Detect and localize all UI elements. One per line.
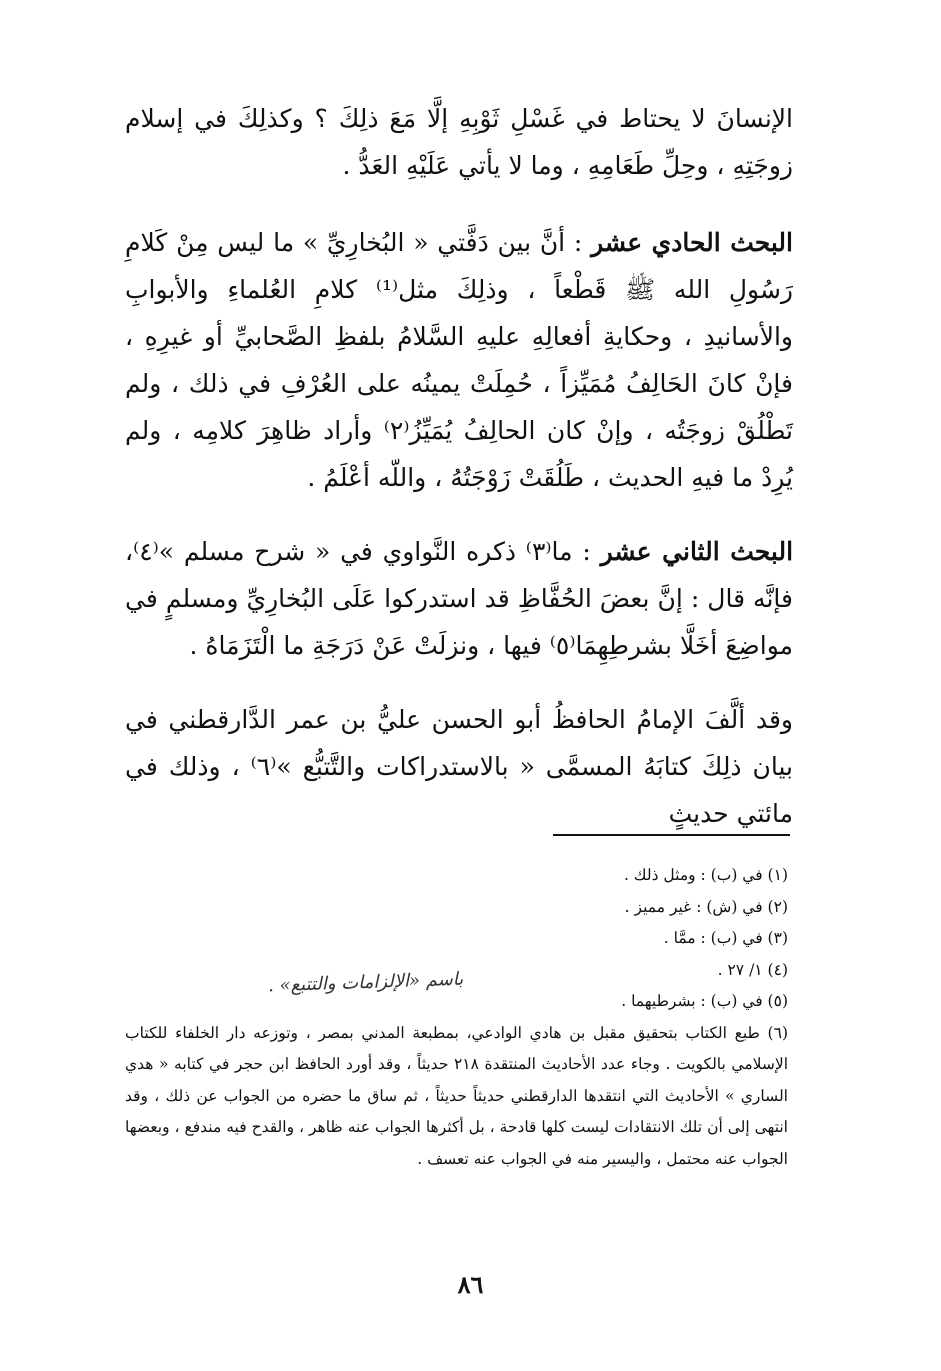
footnote-5: (٥) في (ب) : بشرطيهما . [621,992,788,1010]
section-heading-12: البحث الثاني عشر [600,537,794,566]
paragraph-3 [125,528,793,669]
footnote-separator [553,834,790,836]
paragraph-3-text: : ما⁽٣⁾ ذكره النَّواوي في « شرح مسلم »⁽٤⁾، فإنَّه قال : إنَّ بعضَ الحُفَّاظِ قد استدركوا عَلَى البُخارِيِّ ومسلمٍ في مواضِعَ أخَلَّا بشرطِهِمَا⁽٥⁾ فيها ، ونزلَتْ عَنْ دَرَجَةِ ما الْتَزَمَاهُ . [125,537,793,660]
paragraph-4: وقد ألَّفَ الإمامُ الحافظُ أبو الحسن عليُّ بن عمر الدَّارقطني في بيان ذلِكَ كتابَهُ المسمَّى « بالاستدراكات والتَّتبُّع »⁽٦⁾ ، وذلك في مائتي حديثٍ [125,705,793,828]
footnote-2: (٢) في (ش) : غير مميز . [624,897,788,916]
page-number: ٨٦ [457,1270,484,1299]
footnote-6: (٦) طبع الكتاب بتحقيق مقبل بن هادي الوادعي، بمطبعة المدني بمصر ، وتوزعه دار الخلفاء للكتاب الإسلامي بالكويت . وجاء عدد الأحاديث المنتقدة ٢١٨ حديثاً ، وقد أورد الحافظ ابن حجر في كتابه « هدي الساري » الأحاديث التي انتقدها الدارقطني حديثاً حديثاً ، ثم ساق ما حضره من الجواب عن ذلك ، وقد انتهى إلى أن تلك الانتقادات ليست كلها قادحة ، بل أكثرها الجواب عنه ظاهر ، والقدح فيه مندفع ، وبعضها الجواب عنه محتمل ، واليسير منه في الجواب عنه تعسف . [125,1023,788,1168]
footnote-3: (٣) في (ب) : ممَّا . [663,929,788,947]
paragraph-2-text: : أنَّ بين دَفَّتي « البُخارِيِّ » ما ليس مِنْ كَلامِ رَسُولِ الله ﷺ قَطْعاً ، وذلِكَ مثل⁽¹⁾ كلامِ العُلماءِ والأبوابِ والأسانيدِ ، وحكايةِ أفعالِهِ عليهِ السَّلامُ بلفظِ الصَّحابيِّ أو غيرِهِ ، فإنْ كانَ الحَالِفُ مُمَيِّزاً ، حُمِلَتْ يمينُه على العُرْفِ في ذلك ، ولم تَطْلُقْ زوجَتُه ، وإنْ كان الحالِفُ يُمَيِّزُ⁽٢⁾ وأراد ظاهِرَ كلامِه ، ولم يُرِدْ ما فيهِ الحديث ، طَلُقَتْ زَوْجَتُهُ ، واللّه أعْلَمُ . [125,228,793,492]
paragraph-1: الإنسانَ لا يحتاط في غَسْلِ ثَوْبِهِ إلَّا مَعَ ذلِكَ ؟ وكذلِكَ في إسلام زوجَتِهِ ، وحِلِّ طَعَامِهِ ، وما لا يأتي عَلَيْهِ العَدُّ . [125,104,793,180]
section-heading-11: البحث الحادي عشر [591,228,793,257]
main-text [125,95,793,837]
paragraph-2 [125,219,793,501]
footnote-4: (٤) ١/ ٢٧ . [717,960,788,979]
handwritten-annotation: باسم «الإلزامات والتتبع» . [267,968,464,997]
footnote-1: (١) في (ب) : ومثل ذلك . [623,866,788,884]
footnotes [125,860,788,1175]
